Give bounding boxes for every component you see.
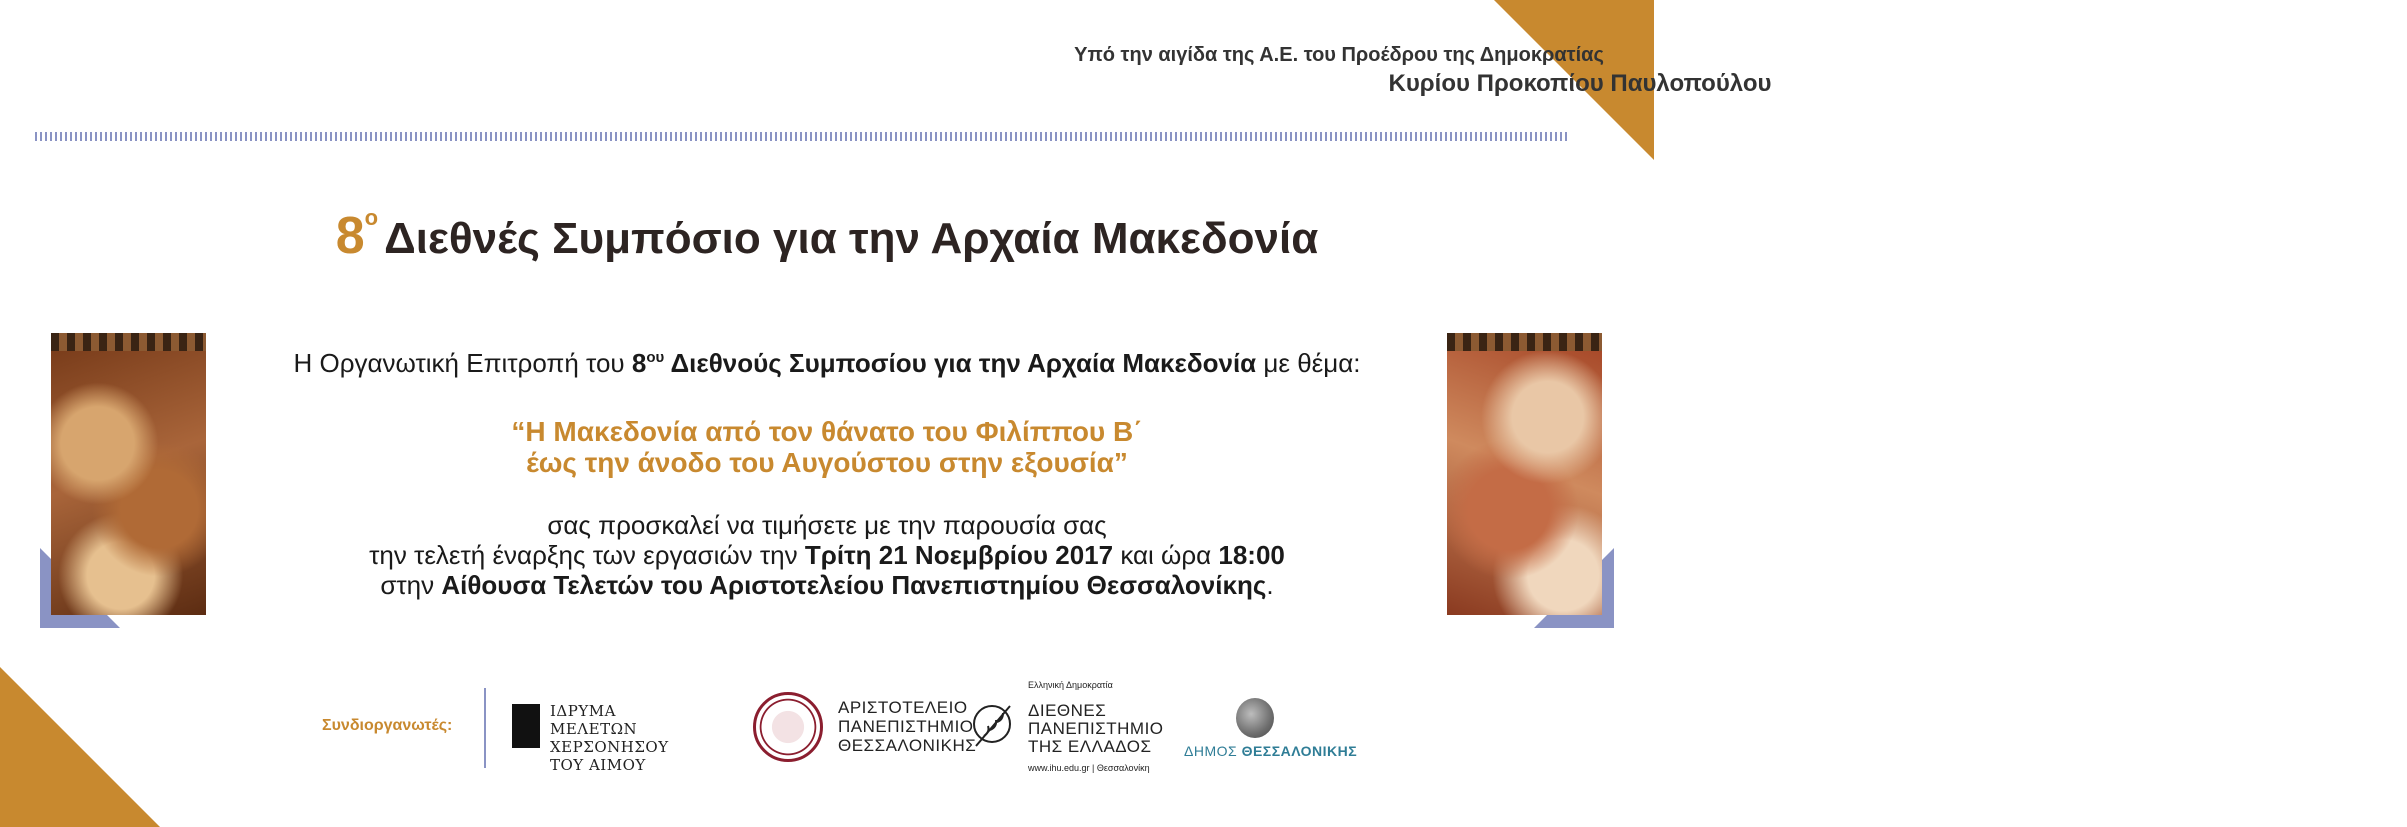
imxa-logo-text: ΙΔΡΥΜΑ ΜΕΛΕΤΩΝ ΧΕΡΣΟΝΗΣΟΥ ΤΟΥ ΑΙΜΟΥ: [550, 702, 669, 774]
invitation-text: [0, 510, 1654, 600]
invite-line-3: [0, 570, 1654, 600]
invite-line-3-prefix: στην: [380, 570, 442, 600]
fresco-border: [1447, 333, 1602, 351]
patronage-line-2: Κυρίου Προκοπίου Παυλοπούλου: [1388, 70, 1772, 97]
ihu-logo-text: ΔΙΕΘΝΕΣ ΠΑΝΕΠΙΣΤΗΜΙΟ ΤΗΣ ΕΛΛΑΔΟΣ: [1028, 701, 1164, 756]
co-organizers-divider: [484, 688, 486, 768]
dashed-divider: [35, 132, 1570, 141]
event-time: 18:00: [1218, 540, 1285, 570]
theme-line-2: έως την άνοδο του Αυγούστου στην εξουσία”: [526, 447, 1128, 478]
ihu-top-text: Ελληνική Δημοκρατία: [1028, 680, 1113, 690]
lead-symposium-name: Διεθνούς Συμποσίου για την Αρχαία Μακεδονία: [664, 348, 1257, 378]
co-organizers-label: Συνδιοργανωτές:: [322, 717, 453, 734]
alexander-head-icon: [1236, 698, 1274, 738]
right-fresco-image: [1447, 333, 1602, 615]
title-text: Διεθνές Συμπόσιο για την Αρχαία Μακεδονία: [384, 214, 1319, 263]
title-superscript: ο: [364, 205, 379, 230]
imxa-emblem-icon: [512, 704, 540, 748]
municipality-logo-text: ΔΗΜΟΣ ΘΕΣΣΑΛΟΝΙΚΗΣ: [1184, 743, 1358, 759]
ihu-url: www.ihu.edu.gr | Θεσσαλονίκη: [1028, 763, 1150, 773]
symposium-title: [0, 205, 1654, 266]
organizing-committee-line: [0, 348, 1654, 379]
auth-seal-icon: [753, 692, 823, 762]
lead-suffix: με θέμα:: [1256, 348, 1361, 378]
left-fresco-image: [51, 333, 206, 615]
corner-triangle-bottom-left: [0, 667, 160, 827]
auth-logo-text: ΑΡΙΣΤΟΤΕΛΕΙΟ ΠΑΝΕΠΙΣΤΗΜΙΟ ΘΕΣΣΑΛΟΝΙΚΗΣ: [838, 698, 977, 755]
theme-line-1: “Η Μακεδονία από τον θάνατο του Φιλίππου Β΄: [511, 416, 1143, 447]
event-venue: Αίθουσα Τελετών του Αριστοτελείου Πανεπιστημίου Θεσσαλονίκης: [441, 570, 1267, 600]
title-number: 8: [335, 207, 365, 265]
fresco-border: [51, 333, 206, 351]
invite-line-2-mid: και ώρα: [1113, 540, 1219, 570]
event-date: Τρίτη 21 Νοεμβρίου 2017: [804, 540, 1114, 570]
ihu-emblem-icon: [970, 698, 1018, 754]
symposium-theme: [0, 416, 1654, 478]
invite-line-1: σας προσκαλεί να τιμήσετε με την παρουσία σας: [547, 510, 1107, 540]
invite-line-3-suffix: .: [1266, 570, 1274, 600]
invite-line-2: [0, 540, 1654, 570]
lead-number: 8: [631, 348, 647, 378]
invite-line-2-prefix: την τελετή έναρξης των εργασιών την: [369, 540, 805, 570]
lead-superscript: ου: [646, 349, 665, 366]
fresco-painting: [51, 351, 206, 615]
patronage-line-1: Υπό την αιγίδα της Α.Ε. του Προέδρου της Δημοκρατίας: [1074, 44, 1604, 66]
fresco-painting: [1447, 351, 1602, 615]
lead-prefix: Η Οργανωτική Επιτροπή του: [293, 348, 632, 378]
